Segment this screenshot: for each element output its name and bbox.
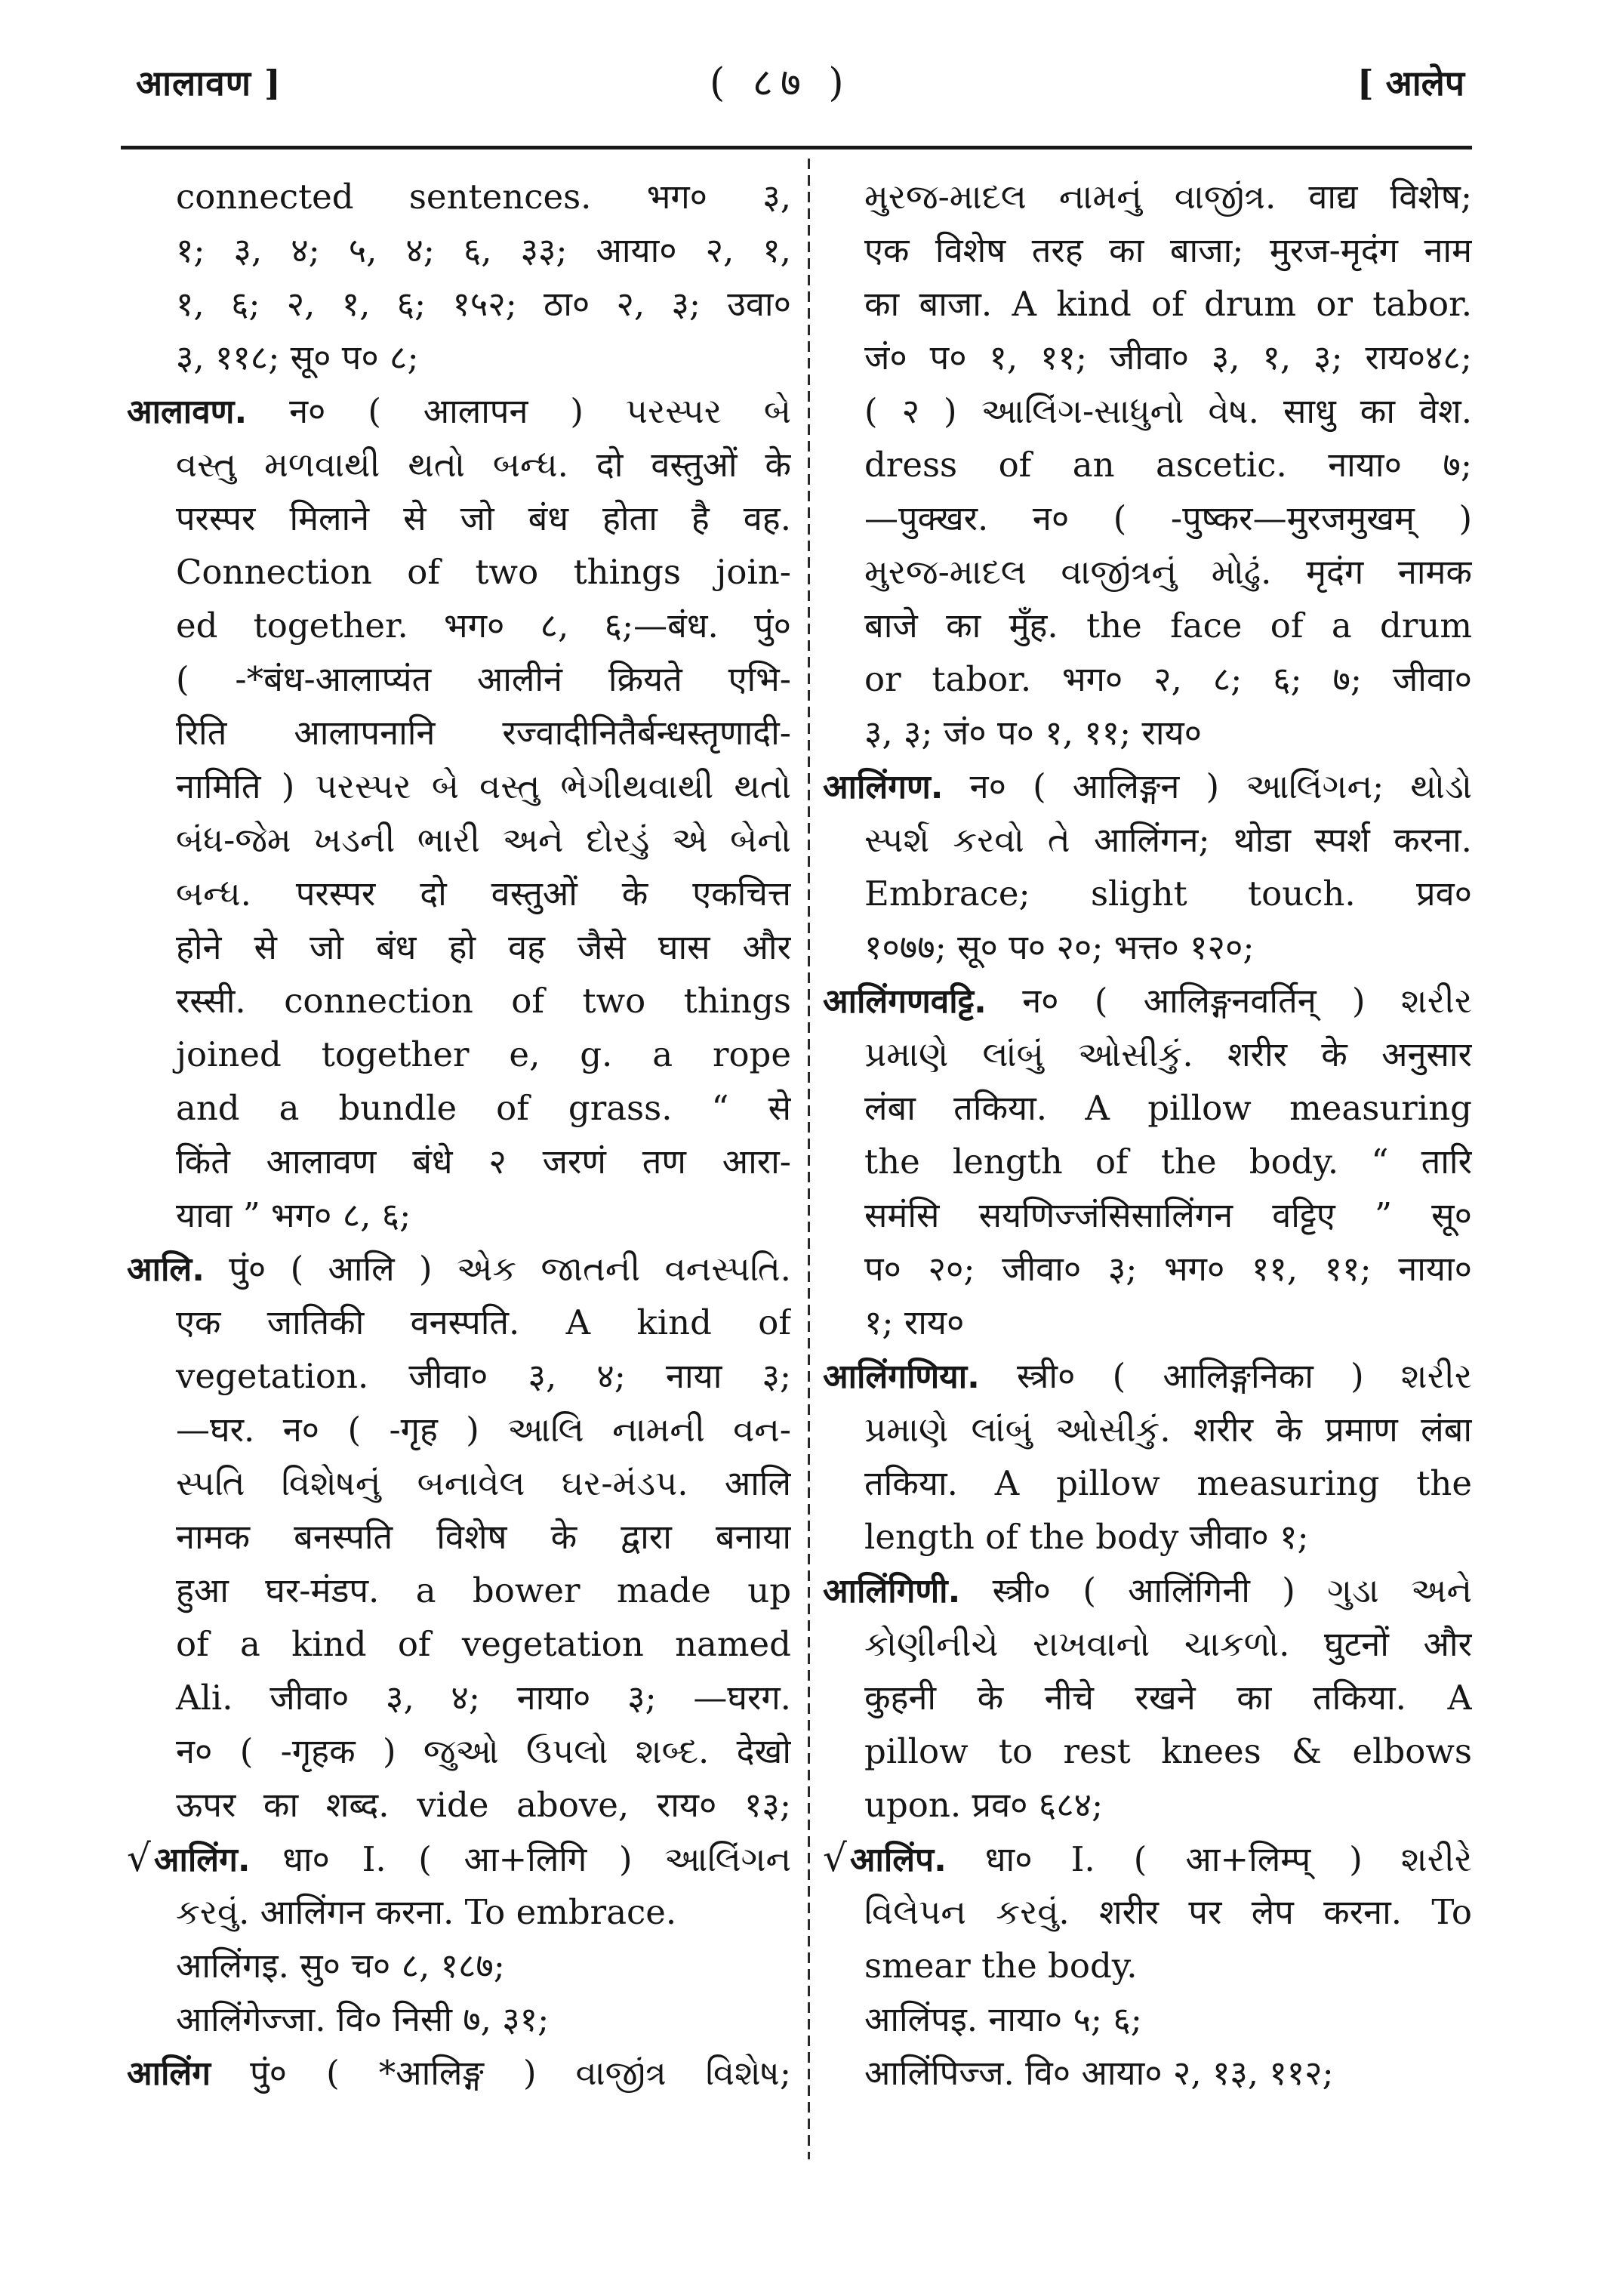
entry-head-line bbox=[127, 1832, 791, 1885]
entry-text: आलिंगइ. सु० च० ८, १८७; bbox=[176, 1946, 505, 1986]
root-verb-check-icon: √ bbox=[127, 1836, 151, 1880]
entry-line bbox=[127, 223, 791, 277]
entry-text: or tabor. भग० २, ८; ६; ७; जीवा० bbox=[864, 659, 1472, 699]
entry-text: लंबा तकिया. A pillow measuring bbox=[864, 1088, 1472, 1128]
entry-text: connected sentences. भग० ३, bbox=[176, 177, 791, 217]
headword: आलावण. bbox=[127, 393, 248, 431]
entry-line bbox=[127, 1992, 791, 2046]
entry-text: ३, ११८; सू० प० ८; bbox=[176, 337, 419, 378]
entry-text: न० ( आलापन ) પરસ્પર બે bbox=[289, 391, 791, 431]
entry-text: एक जातिकी वनस्पति. A kind of bbox=[176, 1302, 791, 1342]
entry-text: ३, ३; जं० प० १, ११; राय० bbox=[864, 713, 1203, 753]
entry-line bbox=[823, 1939, 1472, 1992]
entry-line bbox=[127, 1617, 791, 1671]
headword: आलिंप. bbox=[849, 1841, 947, 1879]
entry-text: વિલેપન કરવું. शरीर पर लेप करना. To bbox=[864, 1892, 1472, 1932]
entry-line bbox=[823, 1617, 1472, 1671]
entry-text: समंसि सयणिज्जंसिसालिंगन वट्टिए ” सू० bbox=[864, 1195, 1472, 1235]
entry-line bbox=[127, 438, 791, 492]
entry-text: नामिति ) પરસ્પર બે વસ્તુ ભેગીથવાથી થતો bbox=[176, 766, 791, 806]
entry-line bbox=[127, 760, 791, 813]
entry-line bbox=[823, 813, 1472, 867]
entry-line bbox=[823, 384, 1472, 438]
entry-line bbox=[127, 813, 791, 867]
entry-head-line bbox=[823, 1349, 1472, 1403]
entry-line bbox=[127, 1403, 791, 1456]
entry-line bbox=[823, 1242, 1472, 1296]
entry-head-line bbox=[127, 384, 791, 438]
entry-line bbox=[823, 1403, 1472, 1456]
entry-text: धा० I. ( आ+लिगि ) આલિંગન bbox=[282, 1839, 791, 1879]
entry-text: of a kind of vegetation named bbox=[176, 1624, 791, 1664]
entry-text: કરવું. आलिंगन करना. To embrace. bbox=[176, 1892, 677, 1932]
entry-text: મુરજ-માદલ નામનું વાજીંત્ર. वाद्य विशेष; bbox=[864, 177, 1472, 217]
entry-text: न० ( आलिङ्गनवर्तिन् ) શરીર bbox=[1022, 981, 1472, 1021]
entry-text: વસ્તુ મળવાથી થતો બન્ધ. दो वस्तुओं के bbox=[176, 445, 791, 485]
entry-line bbox=[127, 920, 791, 974]
entry-line bbox=[127, 867, 791, 920]
entry-text: vegetation. जीवा० ३, ४; नाया ३; bbox=[176, 1356, 791, 1396]
entry-text: नामक बनस्पति विशेष के द्वारा बनाया bbox=[176, 1517, 791, 1557]
header-left-guide-word: आलावण ] bbox=[136, 63, 282, 103]
entry-text: pillow to rest knees & elbows bbox=[864, 1731, 1472, 1771]
entry-text: आलिंपइ. नाया० ५; ६; bbox=[864, 1999, 1142, 2039]
entry-line bbox=[127, 1885, 791, 1939]
entry-text: रस्सी. connection of two things bbox=[176, 981, 791, 1021]
page-number: ( ८७ ) bbox=[710, 60, 852, 106]
entry-line bbox=[823, 1081, 1472, 1135]
header-rule bbox=[121, 146, 1472, 149]
entry-head-line bbox=[823, 974, 1472, 1028]
entry-text: एक विशेष तरह का बाजा; मुरज-मृदंग नाम bbox=[864, 230, 1472, 270]
entry-text: smear the body. bbox=[864, 1946, 1138, 1986]
entry-text: ( २ ) આલિંગ-સાધુનો વેષ. साधु का वेश. bbox=[864, 391, 1472, 431]
entry-head-line bbox=[823, 1564, 1472, 1617]
entry-text: परस्पर मिलाने से जो बंध होता है वह. bbox=[176, 498, 791, 538]
entry-text: १; राय० bbox=[864, 1302, 965, 1342]
entry-text: સ્પતિ વિશેષનું બનાવેલ ઘર-મંડપ. आलि bbox=[176, 1463, 791, 1503]
column-divider bbox=[808, 159, 810, 2159]
entry-line bbox=[823, 170, 1472, 223]
entry-text: न० ( -गृहक ) જુઓ ઉપલો શબ્દ. देखो bbox=[176, 1731, 791, 1771]
entry-text: Connection of two things join- bbox=[176, 552, 791, 592]
entry-line bbox=[127, 170, 791, 223]
entry-text: joined together e, g. a rope bbox=[176, 1034, 791, 1074]
entry-text: रिति आलापनानि रज्वादीनितैर्बन्धस्तृणादी- bbox=[176, 713, 791, 753]
entry-text: यावा ” भग० ८, ६; bbox=[176, 1195, 411, 1235]
entry-text: किंते आलावण बंधे २ जरणं तण आरा- bbox=[176, 1142, 791, 1182]
entry-text: हुआ घर-मंडप. a bower made up bbox=[176, 1570, 791, 1610]
entry-line bbox=[127, 706, 791, 760]
entry-head-line bbox=[127, 2046, 791, 2100]
entry-line bbox=[127, 652, 791, 706]
entry-text: પ્રમાણે લાંબું ઓસીકું. शरीर के अनुसार bbox=[864, 1034, 1472, 1074]
entry-line bbox=[127, 331, 791, 384]
entry-line bbox=[127, 1135, 791, 1188]
headword: आलिंगिणी. bbox=[823, 1572, 961, 1610]
entry-line bbox=[127, 277, 791, 331]
entry-line bbox=[127, 974, 791, 1028]
entry-text: Embrace; slight touch. प्रव० bbox=[864, 874, 1472, 914]
entry-text: upon. प्रव० ६८४; bbox=[864, 1785, 1104, 1825]
right-column bbox=[823, 170, 1472, 2100]
entry-text: —घर. न० ( -गृह ) આલિ નામની વન- bbox=[176, 1410, 791, 1450]
headword: आलिंग. bbox=[153, 1841, 251, 1879]
entry-head-line bbox=[127, 1242, 791, 1296]
entry-text: the length of the body. “ तारि bbox=[864, 1142, 1472, 1182]
entry-text: होने से जो बंध हो वह जैसे घास और bbox=[176, 927, 791, 967]
headword: आलि. bbox=[127, 1250, 205, 1289]
entry-line bbox=[823, 438, 1472, 492]
headword: आलिंगणवट्टि. bbox=[823, 982, 987, 1021]
entry-line bbox=[823, 331, 1472, 384]
entry-line bbox=[823, 599, 1472, 652]
entry-text: पुं० ( आलि ) એક જાતની વનસ્પતિ. bbox=[229, 1249, 791, 1289]
entry-line bbox=[823, 1028, 1472, 1081]
entry-text: प० २०; जीवा० ३; भग० ११, ११; नाया० bbox=[864, 1249, 1472, 1289]
entry-text: आलिंपिज्ज. वि० आया० २, १३, ११२; bbox=[864, 2053, 1334, 2093]
entry-text: dress of an ascetic. नाया० ७; bbox=[864, 445, 1472, 485]
entry-line bbox=[823, 1992, 1472, 2046]
entry-text: स्त्री० ( आलिंगिनी ) ગુડા અને bbox=[992, 1570, 1472, 1610]
entry-text: बाजे का मुँह. the face of a drum bbox=[864, 606, 1472, 646]
entry-line bbox=[127, 1296, 791, 1349]
entry-text: બંધ-જેમ ખડની ભારી અને દોરડું એ બેનો bbox=[176, 820, 791, 860]
entry-text: जं० प० १, ११; जीवा० ३, १, ३; राय०४८; bbox=[864, 337, 1472, 378]
entry-line bbox=[823, 1135, 1472, 1188]
entry-line bbox=[823, 1671, 1472, 1724]
entry-line bbox=[823, 2046, 1472, 2100]
entry-line bbox=[823, 223, 1472, 277]
entry-line bbox=[127, 1564, 791, 1617]
entry-text: ( -*बंध-आलाप्यंत आलीनं क्रियते एभि- bbox=[176, 659, 791, 699]
entry-text: न० ( आलिङ्गन ) આલિંગન; થોડો bbox=[969, 766, 1472, 806]
entry-text: and a bundle of grass. “ से bbox=[176, 1088, 791, 1128]
entry-line bbox=[823, 1510, 1472, 1564]
entry-text: મુરજ-માદલ વાજીંત્રનું મોઢું. मृदंग नामक bbox=[864, 552, 1472, 592]
entry-line bbox=[127, 599, 791, 652]
root-verb-check-icon: √ bbox=[823, 1836, 847, 1880]
entry-text: સ્પર્શ કરવો તે आलिंगन; थोडा स्पर्श करना. bbox=[864, 820, 1472, 860]
entry-line bbox=[823, 706, 1472, 760]
entry-text: બન્ધ. परस्पर दो वस्तुओं के एकचित्त bbox=[176, 874, 791, 914]
entry-line bbox=[823, 1456, 1472, 1510]
entry-text: ऊपर का शब्द. vide above, राय० १३; bbox=[176, 1785, 791, 1825]
entry-line bbox=[823, 652, 1472, 706]
entry-line bbox=[127, 545, 791, 599]
entry-text: પ્રમાણે લાંબું ઓસીકું. शरीर के प्रमाण लंबा bbox=[864, 1410, 1472, 1450]
entry-text: १, ६; २, १, ६; १५२; ठा० २, ३; उवा० bbox=[176, 284, 791, 324]
entry-line bbox=[127, 1188, 791, 1242]
left-column bbox=[127, 170, 791, 2100]
entry-line bbox=[823, 277, 1472, 331]
entry-text: स्त्री० ( आलिङ्गनिका ) શરીર bbox=[1017, 1356, 1472, 1396]
entry-text: કોણીનીચે રાખવાનો ચાકળો. घुटनों और bbox=[864, 1624, 1472, 1664]
entry-text: कुहनी के नीचे रखने का तकिया. A bbox=[864, 1678, 1472, 1718]
entry-text: तकिया. A pillow measuring the bbox=[864, 1463, 1472, 1503]
entry-line bbox=[127, 1939, 791, 1992]
entry-text: Ali. जीवा० ३, ४; नाया० ३; —घरग. bbox=[176, 1678, 791, 1718]
entry-line bbox=[823, 545, 1472, 599]
entry-line bbox=[823, 1885, 1472, 1939]
headword: आलिंग bbox=[127, 2054, 211, 2093]
entry-line bbox=[823, 1296, 1472, 1349]
entry-text: १; ३, ४; ५, ४; ६, ३३; आया० २, १, bbox=[176, 230, 791, 270]
entry-text: धा० I. ( आ+लिम्प् ) શરીરે bbox=[984, 1839, 1472, 1879]
page-header bbox=[121, 45, 1472, 121]
entry-text: ed together. भग० ८, ६;—बंध. पुं० bbox=[176, 606, 791, 646]
entry-line bbox=[127, 1778, 791, 1832]
entry-line bbox=[823, 1188, 1472, 1242]
entry-text: —पुक्खर. न० ( -पुष्कर—मुरजमुखम् ) bbox=[864, 498, 1472, 538]
entry-line bbox=[823, 492, 1472, 545]
entry-text: आलिंगेज्जा. वि० निसी ७, ३१; bbox=[176, 1999, 550, 2039]
entry-line bbox=[127, 1510, 791, 1564]
header-right-guide-word: [ आलेप bbox=[1357, 63, 1464, 103]
entry-line bbox=[127, 492, 791, 545]
entry-head-line bbox=[823, 760, 1472, 813]
entry-line bbox=[127, 1724, 791, 1778]
entry-line bbox=[127, 1349, 791, 1403]
entry-head-line bbox=[823, 1832, 1472, 1885]
entry-line bbox=[127, 1081, 791, 1135]
headword: आलिंगण. bbox=[823, 768, 944, 806]
entry-line bbox=[823, 920, 1472, 974]
entry-text: का बाजा. A kind of drum or tabor. bbox=[864, 284, 1472, 324]
entry-line bbox=[127, 1456, 791, 1510]
headword: आलिंगणिया. bbox=[823, 1358, 980, 1396]
entry-line bbox=[823, 1778, 1472, 1832]
entry-line bbox=[127, 1671, 791, 1724]
entry-text: १०७७; सू० प० २०; भत्त० १२०; bbox=[864, 927, 1255, 967]
entry-line bbox=[823, 867, 1472, 920]
entry-text: पुं० ( *आलिङ्ग ) વાજીંત્ર વિશેષ; bbox=[250, 2053, 791, 2093]
entry-text: length of the body जीवा० १; bbox=[864, 1517, 1309, 1557]
entry-line bbox=[127, 1028, 791, 1081]
entry-line bbox=[823, 1724, 1472, 1778]
